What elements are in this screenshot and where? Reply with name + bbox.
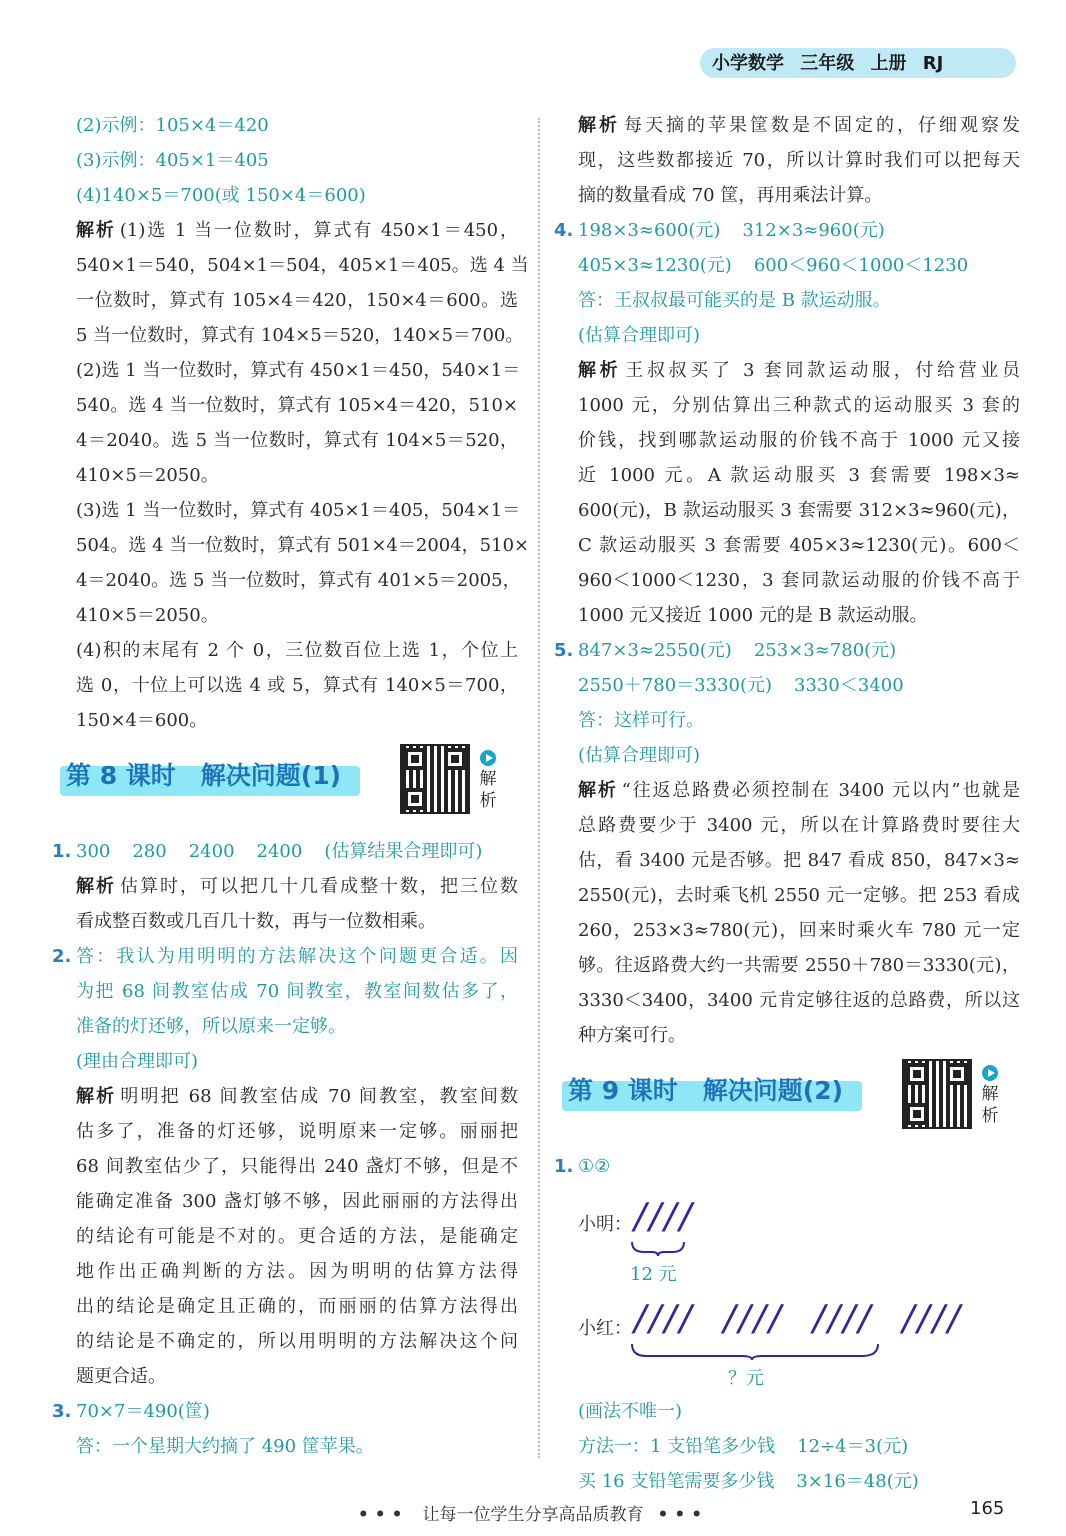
qr-finder: [946, 1063, 968, 1085]
analysis-line: 1000 元又接近 1000 元的是 B 款运动服。: [578, 605, 928, 626]
analysis-line: 410×5＝2050。: [76, 465, 219, 486]
analysis-line: 504。选 4 当一位数时，算式有 501×4＝2004，510×: [76, 535, 530, 556]
analysis-line: 近 1000 元。A 款运动服买 3 套需要 198×3≈: [578, 465, 1020, 486]
analysis-line: 估，看 3400 元是否够。把 847 看成 850，847×3≈: [578, 850, 1020, 871]
answer-line: 答：这样可行。: [578, 710, 704, 731]
question-1-answer: 1. ①②: [578, 1149, 1020, 1184]
analysis-line: (4)积的末尾有 2 个 0，三位数百位上选 1，个位上: [76, 640, 518, 661]
analysis-line: 68 间教室估少了，只能得出 240 盏灯不够，但是不: [76, 1156, 518, 1177]
footer-slogan: 让每一位学生分享高品质教育: [422, 1505, 644, 1525]
xiaoming-tally: ////: [634, 1196, 695, 1237]
analysis-line: 选 0，十位上可以选 4 或 5，算式有 140×5＝700，: [76, 675, 518, 696]
right-column: [554, 108, 1021, 1499]
qr-label: 解析: [476, 750, 500, 812]
question-number: 5.: [554, 640, 574, 661]
answer-line: 准备的灯还够，所以原来一定够。: [76, 1016, 346, 1037]
analysis-line: 解析 王叔叔买了 3 套同款运动服，付给营业员: [578, 360, 1020, 381]
footer: [0, 1500, 1066, 1525]
question-number: 2.: [52, 946, 72, 967]
question-number: 1.: [52, 841, 72, 862]
book-header: 小学数学 三年级 上册 RJ: [712, 53, 944, 74]
qr-finder: [404, 788, 426, 810]
xiaohong-amount: ？元: [728, 1368, 764, 1389]
analysis-line: 5 当一位数时，算式有 104×5＝520，140×5＝700。: [76, 325, 524, 346]
answer-line: (4)140×5＝700(或 150×4＝600): [76, 185, 366, 206]
section-title: 第 9 课时 解决问题(2): [568, 1076, 844, 1105]
question-5-calc: 5. 847×3≈2550(元) 253×3≈780(元): [578, 633, 1020, 668]
note-line: (估算合理即可): [578, 745, 701, 766]
analysis-line: 摘的数量看成 70 筐，再用乘法计算。: [578, 185, 883, 206]
analysis-line: 4＝2040。选 5 当一位数时，算式有 401×5＝2005，: [76, 570, 521, 591]
analysis-line: C 款运动服买 3 套需要 405×3≈1230(元)。600＜: [578, 535, 1020, 556]
analysis-line: 看成整百数或几百几十数，再与一位数相乘。: [76, 911, 436, 932]
footer-dots: •••: [357, 1505, 409, 1525]
analysis-line: 价钱，找到哪款运动服的价钱不高于 1000 元又接: [578, 430, 1020, 451]
xiaoming-label: 小明：: [578, 1214, 632, 1235]
qr-label: 解析: [978, 1065, 1002, 1127]
left-column: [52, 108, 530, 1464]
calc-line: 405×3≈1230(元) 600＜960＜1000＜1230: [578, 255, 969, 276]
analysis-line: 2550(元)，去时乘飞机 2550 元一定够。把 253 看成: [578, 885, 1020, 906]
analysis-line: 1000 元，分别估算出三种款式的运动服买 3 套的: [578, 395, 1020, 416]
qr-finder: [906, 1063, 928, 1085]
question-2-answer: 2. 答：我认为用明明的方法解决这个问题更合适。因: [76, 939, 518, 974]
analysis-line: 的结论是不确定的，所以用明明的方法解决这个问: [76, 1331, 518, 1352]
tally-diagram: [578, 1190, 1020, 1389]
question-4-calc: 4. 198×3≈600(元) 312×3≈960(元): [578, 213, 1020, 248]
qr-code-icon[interactable]: [400, 744, 470, 814]
analysis-label: 解析: [76, 220, 116, 241]
xiaoming-amount: 12 元: [630, 1264, 677, 1285]
note-line: (估算合理即可): [578, 325, 701, 346]
question-number: 1.: [554, 1156, 574, 1177]
analysis-line: 一位数时，算式有 105×4＝420，150×4＝600。选: [76, 290, 518, 311]
analysis-line: 题更合适。: [76, 1366, 166, 1387]
analysis-line: 260，253×3≈780(元)，回来时乘火车 780 元一定: [578, 920, 1020, 941]
analysis-line: 估多了，准备的灯还够，说明原来一定够。丽丽把: [76, 1121, 518, 1142]
footer-dots: •••: [657, 1505, 709, 1525]
analysis-label: 解析: [76, 876, 116, 897]
play-icon: [982, 1065, 998, 1081]
qr-finder: [404, 748, 426, 770]
analysis-line: 现，这些数都接近 70，所以计算时我们可以把每天: [578, 150, 1020, 171]
qr-code-icon[interactable]: [902, 1059, 972, 1129]
xiaohong-label: 小红：: [578, 1318, 632, 1339]
answer-line: 答：一个星期大约摘了 490 筐苹果。: [76, 1436, 374, 1457]
analysis-line: (2)选 1 当一位数时，算式有 450×1＝450，540×1＝: [76, 360, 521, 381]
page-number: 165: [970, 1498, 1005, 1519]
method-line: 方法一：1 支铅笔多少钱 12÷4＝3(元): [578, 1436, 909, 1457]
analysis-line: 150×4＝600。: [76, 710, 208, 731]
method-line: 买 16 支铅笔需要多少钱 3×16＝48(元): [578, 1471, 919, 1492]
answer-line: (2)示例：105×4＝420: [76, 115, 269, 136]
analysis-line: 种方案可行。: [578, 1025, 686, 1046]
analysis-label: 解析: [578, 780, 618, 801]
section-header-lesson-8: [66, 744, 518, 824]
analysis-line: 3330＜3400，3400 元肯定够往返的总路费，所以这: [578, 990, 1020, 1011]
analysis-line: 解析 估算时，可以把几十几看成整十数，把三位数: [76, 876, 518, 897]
calc-line: 2550＋780＝3330(元) 3330＜3400: [578, 675, 904, 696]
analysis-line: 的结论有可能是不对的。更合适的方法，是能确定: [76, 1226, 518, 1247]
section-title: 第 8 课时 解决问题(1): [66, 761, 342, 790]
analysis-line: 地作出正确判断的方法。因为明明的估算方法得: [76, 1261, 518, 1282]
analysis-line: 410×5＝2050。: [76, 605, 219, 626]
analysis-line: 540。选 4 当一位数时，算式有 105×4＝420，510×: [76, 395, 518, 416]
question-number: 4.: [554, 220, 574, 241]
column-divider: [538, 118, 540, 1458]
analysis-line: 解析 明明把 68 间教室估成 70 间教室，教室间数: [76, 1086, 519, 1107]
answer-line: (3)示例：405×1＝405: [76, 150, 269, 171]
answer-line: 答：王叔叔最可能买的是 B 款运动服。: [578, 290, 891, 311]
analysis-line: (3)选 1 当一位数时，算式有 405×1＝405，504×1＝: [76, 500, 521, 521]
analysis-line: 解析 “往返总路费必须控制在 3400 元以内”也就是: [578, 780, 1021, 801]
analysis-line: 600(元)，B 款运动服买 3 套需要 312×3≈960(元)，: [578, 500, 1020, 521]
qr-finder: [906, 1103, 928, 1125]
section-header-lesson-9: [568, 1059, 1020, 1139]
analysis-line: 960＜1000＜1230，3 套同款运动服的价钱不高于: [578, 570, 1020, 591]
question-3-calc: 3. 70×7＝490(筐): [76, 1394, 518, 1429]
analysis-line: 出的结论是确定且正确的，而丽丽的估算方法得出: [76, 1296, 518, 1317]
analysis-label: 解析: [578, 360, 622, 381]
note-line: (理由合理即可): [76, 1051, 199, 1072]
note-line: (画法不唯一): [578, 1401, 683, 1422]
answer-line: 为把 68 间教室估成 70 间教室，教室间数估多了，: [76, 981, 518, 1002]
question-number: 3.: [52, 1401, 72, 1422]
question-1-answer: 1. 300 280 2400 2400 (估算结果合理即可): [76, 834, 518, 869]
analysis-label: 解析: [578, 115, 620, 136]
analysis-line: 解析 每天摘的苹果筐数是不固定的，仔细观察发: [578, 115, 1020, 136]
analysis-label: 解析: [76, 1086, 117, 1107]
xiaoming-brace: [630, 1240, 686, 1256]
play-icon: [480, 750, 496, 766]
analysis-line: 540×1＝540，504×1＝504，405×1＝405。选 4 当: [76, 255, 529, 276]
analysis-line: 够。往返路费大约一共需要 2550＋780＝3330(元)，: [578, 955, 1020, 976]
xiaohong-tally: //// //// //// ////: [634, 1298, 963, 1339]
qr-finder: [444, 748, 466, 770]
xiaohong-brace: [630, 1342, 880, 1360]
analysis-line: 解析 (1)选 1 当一位数时，算式有 450×1＝450，: [76, 220, 518, 241]
analysis-line: 总路费要少于 3400 元，所以在计算路费时要往大: [578, 815, 1020, 836]
analysis-line: 4＝2040。选 5 当一位数时，算式有 104×5＝520，: [76, 430, 518, 451]
analysis-line: 能确定准备 300 盏灯够不够，因此丽丽的方法得出: [76, 1191, 518, 1212]
